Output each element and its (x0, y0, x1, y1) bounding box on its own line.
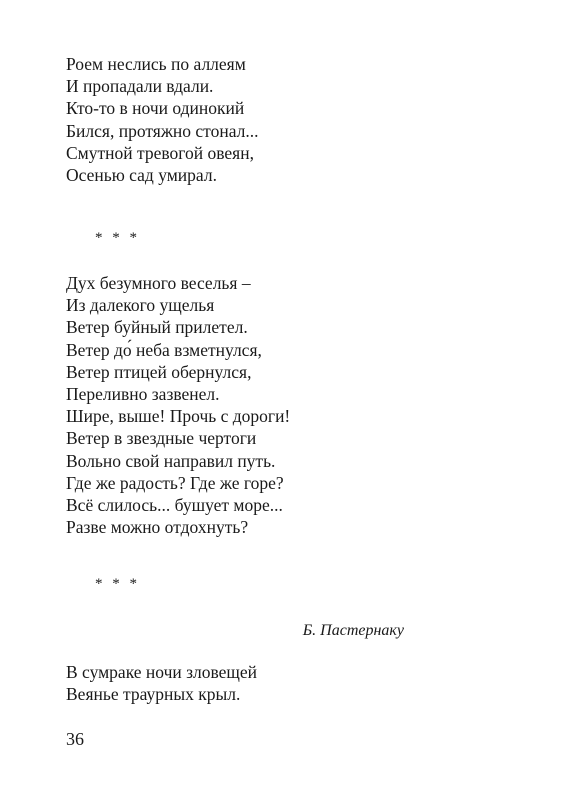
poem-line: Шире, выше! Прочь с дороги! (66, 406, 291, 427)
poem-line: И пропадали вдали. (66, 76, 214, 97)
poem-line: В сумраке ночи зловещей (66, 662, 258, 682)
poem-line: Разве можно отдохнуть? (66, 517, 249, 538)
poem-line: Из далекого ущелья (66, 295, 215, 316)
poem-line: Ветер до́ неба взметнулся, (66, 339, 262, 360)
poem-stanza-3 (66, 661, 257, 705)
poem-stanza-2 (66, 272, 290, 538)
poem-line: Где же радость? Где же горе? (66, 472, 284, 493)
section-separator: * * * (95, 576, 140, 592)
poem-line: Ветер буйный прилетел. (66, 317, 248, 338)
poem-line: Бился, протяжно стонал... (66, 120, 259, 141)
poem-line: Всё слилось... бушует море... (66, 495, 283, 516)
poem-line: Кто-то в ночи одинокий (66, 98, 245, 119)
poem-line: Дух безумного веселья – (66, 273, 251, 293)
poem-stanza-1 (66, 53, 258, 186)
poem-line: Веянье траурных крыл. (66, 684, 241, 705)
poem-line: Ветер птицей обернулся, (66, 361, 252, 382)
poem-line: Ветер в звездные чертоги (66, 428, 257, 449)
poem-line: Смутной тревогой овеян, (66, 142, 254, 163)
poem-line: Вольно свой направил путь. (66, 450, 276, 471)
poem-line: Роем неслись по аллеям (66, 54, 246, 74)
poem-line: Осенью сад умирал. (66, 165, 217, 186)
poem-dedication: Б. Пастернаку (302, 622, 404, 639)
section-separator: * * * (95, 230, 140, 246)
poem-line: Переливно зазвенел. (66, 384, 220, 405)
page-number: 36 (66, 729, 84, 749)
